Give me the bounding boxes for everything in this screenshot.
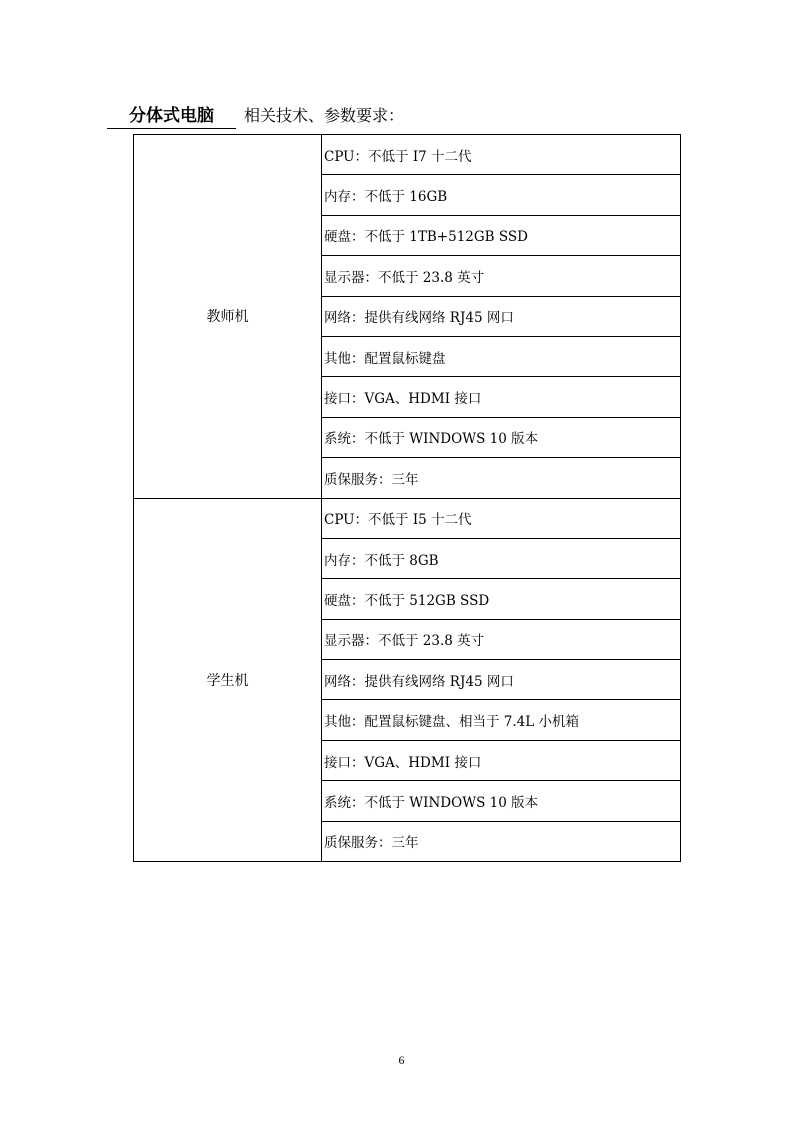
spec-cell: 质保服务：三年 (322, 458, 681, 498)
group-label-student: 学生机 (134, 498, 322, 862)
spec-cell: 系统：不低于 WINDOWS 10 版本 (322, 417, 681, 457)
group-label-teacher: 教师机 (134, 135, 322, 499)
spec-cell: 显示器：不低于 23.8 英寸 (322, 256, 681, 296)
spec-table (133, 134, 681, 862)
spec-cell: 硬盘：不低于 1TB+512GB SSD (322, 215, 681, 255)
table-row (134, 135, 681, 175)
page-number: 6 (398, 1053, 405, 1067)
spec-cell: 接口：VGA、HDMI 接口 (322, 377, 681, 417)
table-row (134, 498, 681, 538)
heading-suffix: 相关技术、参数要求： (244, 106, 405, 125)
section-heading (107, 102, 667, 130)
spec-cell: 内存：不低于 16GB (322, 175, 681, 215)
spec-cell: CPU：不低于 I5 十二代 (322, 498, 681, 538)
spec-cell: 其他：配置鼠标键盘 (322, 336, 681, 376)
spec-cell: 网络：提供有线网络 RJ45 网口 (322, 296, 681, 336)
spec-cell: 网络：提供有线网络 RJ45 网口 (322, 660, 681, 700)
spec-cell: 显示器：不低于 23.8 英寸 (322, 619, 681, 659)
spec-cell: 接口：VGA、HDMI 接口 (322, 740, 681, 780)
product-title: 分体式电脑 (107, 104, 236, 129)
spec-cell: 系统：不低于 WINDOWS 10 版本 (322, 781, 681, 821)
spec-cell: 内存：不低于 8GB (322, 538, 681, 578)
spec-cell: 其他：配置鼠标键盘、相当于 7.4L 小机箱 (322, 700, 681, 740)
spec-cell: 硬盘：不低于 512GB SSD (322, 579, 681, 619)
spec-cell: 质保服务：三年 (322, 821, 681, 861)
spec-cell: CPU：不低于 I7 十二代 (322, 135, 681, 175)
